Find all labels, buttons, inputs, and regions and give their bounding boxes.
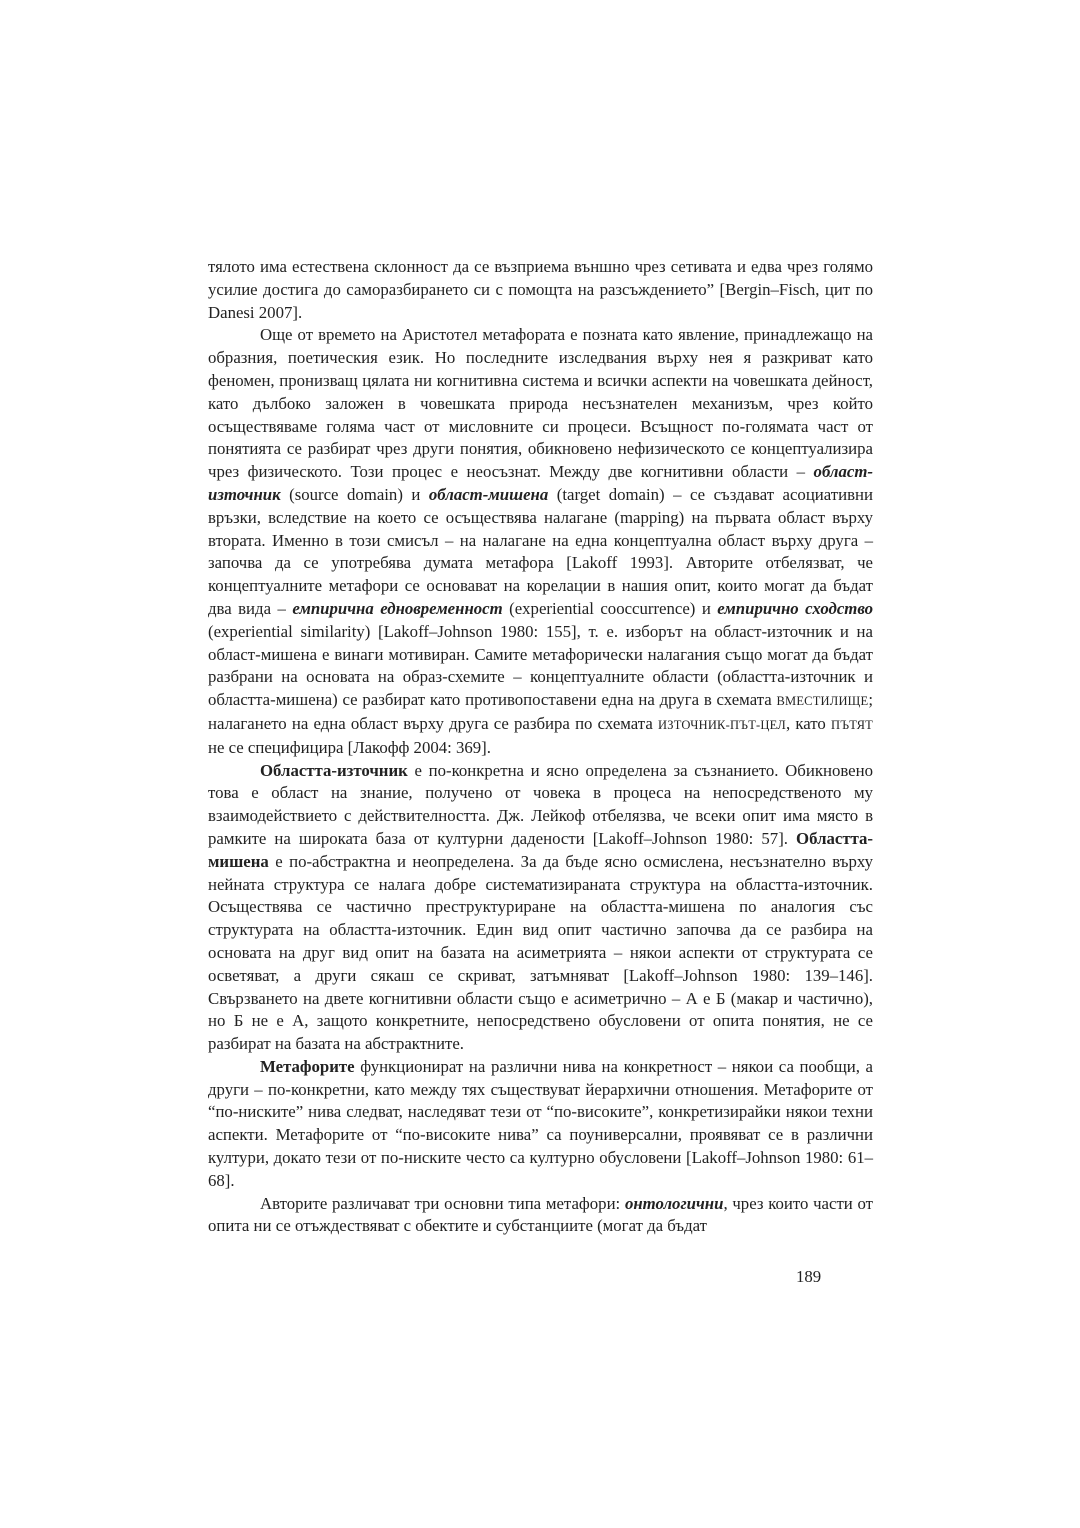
text-run: (experiential cooccurrence) и: [502, 598, 718, 618]
text-run: функционират на различни нива на конкретност – някои са пообщи, а други – по-конкретни, като между тях съществуват йерархични отношения. Метафорите от “по-ниските” нива следват, наследяват тези от “по-високите”, конкретизирайки някои техни аспекти. Метафорите от “по-високите нива” са поуниверсални, проявяват се в различни култури, докато тези от по-ниските често са културно обусловени [Lakoff–Johnson 1980: 61–68].: [208, 1056, 873, 1190]
text-run: (target domain) – се създават асоциативни връзки, вследствие на което се осъществява налагане (mapping) на първата област върху втората. Именно в този смисъл – на налагане на една концептуална област върху друга – започва да се употребява думата метафора [Lakoff 1993]. Авторите отбелязват, че концептуалните метафори се основават на корелации в нашия опит, които могат да бъдат два вида –: [208, 484, 873, 618]
paragraph: [208, 1056, 873, 1193]
text-run: Авторите различават три основни типа метафори:: [260, 1193, 625, 1213]
paragraph: [208, 256, 873, 324]
text-run: , чрез които части от опита ни се отъждествяват с обектите и субстанциите (могат да бъдат: [208, 1193, 873, 1236]
text-run: (experiential similarity) [Lakoff–Johnson 1980: 155], т. е. изборът на област-източник и на област-мишена е винаги мотивиран. Самите метафорически налагания също могат да бъдат разбрани на основата на образ-схемите – концептуалните области (областта-източник и областта-мишена) се разбират като противопоставени една на друга в схемата: [208, 621, 873, 710]
small-caps-term: ИЗТОЧНИК-ПЪТ-ЦЕЛ: [658, 717, 786, 732]
body-text: [208, 256, 873, 1238]
text-run: Още от времето на Аристотел метафората е позната като явление, принадлежащо на образния, поетическия език. Но последните изследвания върху нея я разкриват като феномен, пронизващ цялата ни когнитивна система и всички аспекти на човешката дейност, като дълбоко заложен в човешката природа несъзнателен механизъм, чрез който осъществяваме голяма част от мисловните си процеси. Всъщност по-голямата част от понятията се разбират чрез други понятия, обикновено нефизическото се концептуализира чрез физическото. Този процес е неосъзнат. Между две когнитивни области –: [208, 325, 873, 482]
text-run: е по-конкретна и ясно определена за съзнанието. Обикновено това е област на знание, получено от човека в процеса на непосредственото му взаимодействието с действителността. Дж. Лейкоф отбелязва, че всеки опит има място в рамките на широката база от културни дадености [Lakoff–Johnson 1980: 57].: [208, 760, 873, 848]
paragraph: [208, 324, 873, 759]
text-run: тялото има естествена склонност да се възприема външно чрез сетивата и едва чрез голямо усилие достига до саморазбирането си с помощта на разсъждението” [Bergin–Fisch, цит по Danesi 2007].: [208, 257, 873, 322]
text-run: , като: [785, 713, 831, 733]
page-number: 189: [796, 1267, 822, 1286]
text-run: е по-абстрактна и неопределена. За да бъде ясно осмислена, несъзнателно върху нейната структура се налага добре систематизираната структура на областта-източник. Осъществява се частично преструктуриране на областта-мишена по аналогия със структурата на областта-източник. Един вид опит частично започва да се разбира на основата на друг вид опит на базата на асиметрията – някои аспекти от структурата се осветяват, а други сякаш се скриват, затъмняват [Lakoff–Johnson 1980: 139–146]. Свързването на двете когнитивни области също е асиметрично – А е Б (макар и частично), но Б не е А, защото конкретните, непосредствено обусловени от опита понятия, не се разбират на базата на абстрактните.: [208, 851, 873, 1054]
bold-term: Областта-мишена: [208, 828, 873, 871]
bold-italic-term: емпирична едновременност: [292, 598, 503, 618]
text-run: не се специфицира [Лакофф 2004: 369].: [208, 737, 491, 757]
small-caps-term: ПЪТЯТ: [831, 717, 873, 732]
small-caps-term: ВМЕСТИЛИЩЕ: [776, 694, 869, 709]
bold-italic-term: емпирично сходство: [717, 598, 874, 618]
text-run: (source domain) и: [280, 484, 429, 504]
bold-italic-term: онтологични: [624, 1193, 724, 1213]
paragraph: [208, 1193, 873, 1239]
paragraph: [208, 760, 873, 1056]
bold-term: Областта-източник: [260, 760, 408, 780]
bold-italic-term: област-източник: [208, 462, 873, 504]
text-run: ; налагането на една област върху друга се разбира по схемата: [208, 690, 873, 733]
bold-italic-term: област-мишена: [428, 484, 549, 504]
bold-term: Метафорите: [260, 1056, 355, 1076]
